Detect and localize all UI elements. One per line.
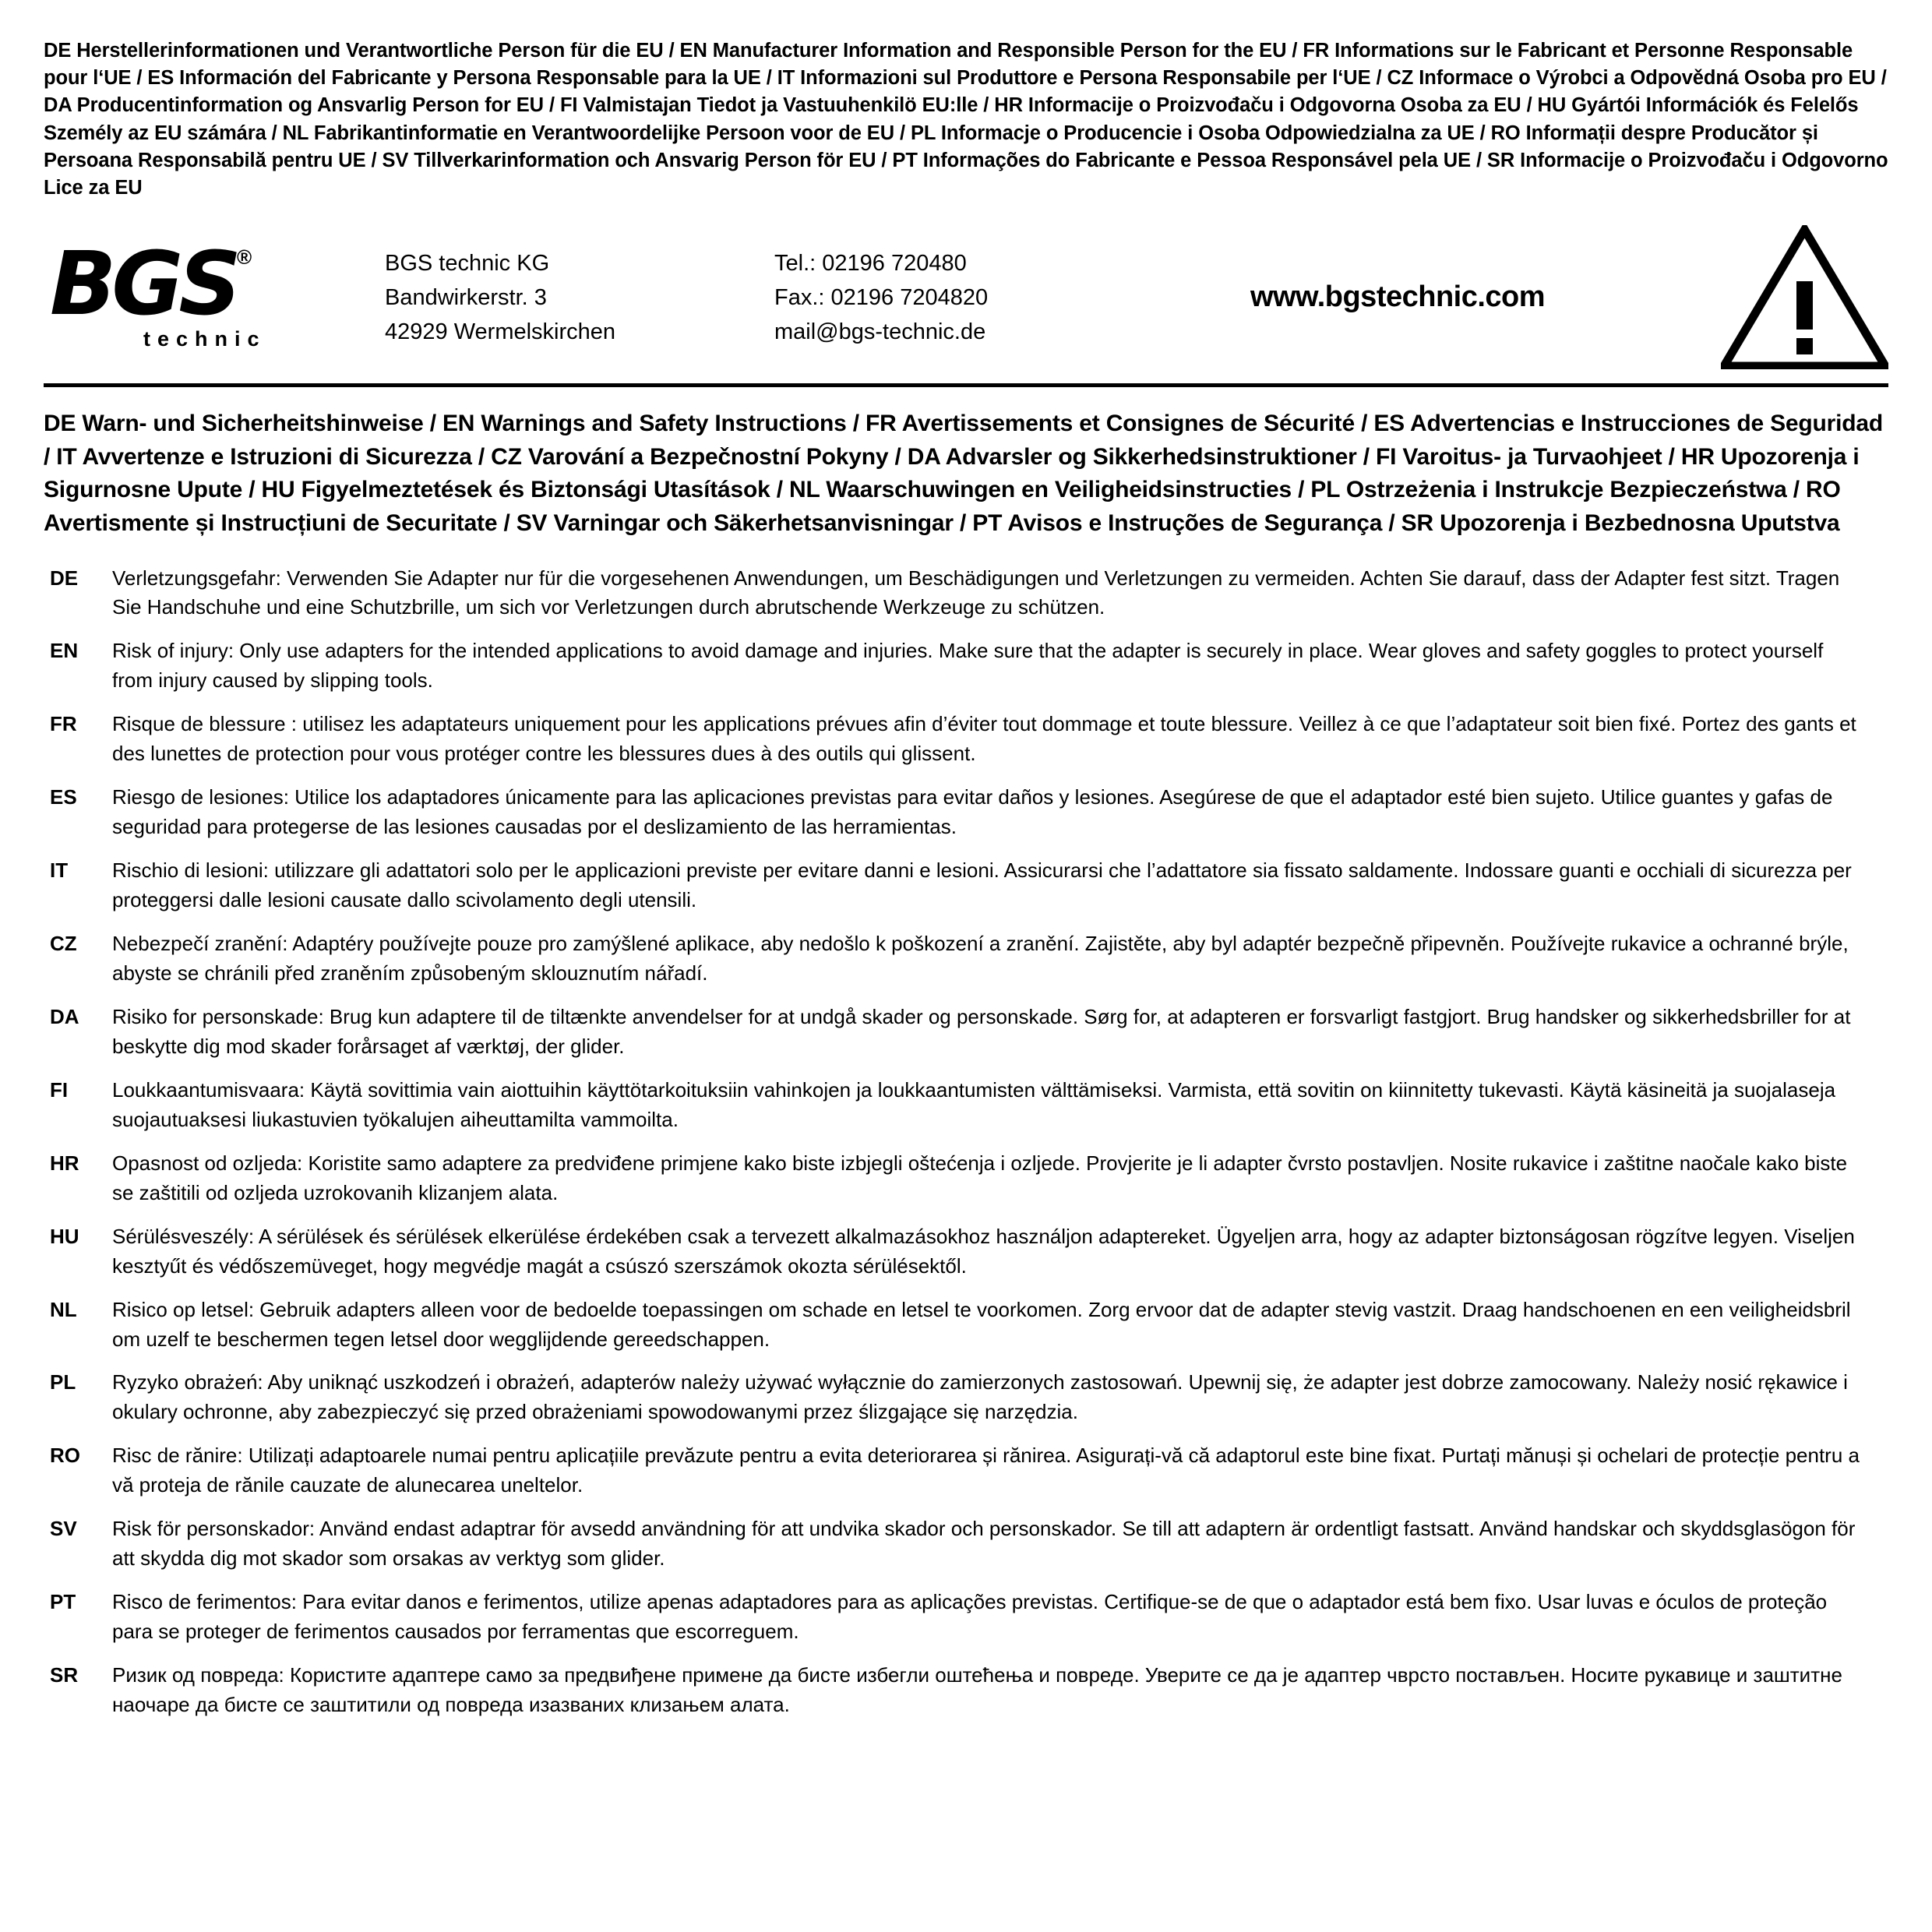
list-item [44,636,1888,696]
company-information-band [44,219,1888,387]
language-code: EN [50,639,79,663]
instruction-text: Risco de ferimentos: Para evitar danos e ferimentos, utilize apenas adaptadores para as aplicações previstas. Certifique-se de que o adaptador está bem fixo. Usar luvas e óculos de proteção para se proteger de ferimentos causados por ferramentas que escorreguem. [112,1590,1828,1644]
instruction-text: Risc de rănire: Utilizați adaptoarele numai pentru aplicațiile prevăzute pentru a evita deteriorarea și rănirea. Asigurați-vă că adaptorul este bine fixat. Purtați mănuși și ochelari de protecție pentru a vă proteja de rănile cauzate de alunecarea uneltelor. [112,1444,1860,1497]
list-item [44,929,1888,989]
language-code: HU [50,1224,79,1248]
list-item [44,856,1888,915]
list-item [44,1222,1888,1282]
list-item [44,783,1888,842]
instruction-text: Risk för personskador: Använd endast adaptrar för avsedd användning för att undvika skador och personskador. Se till att adaptern är ordentligt fastsatt. Använd handskar och skyddsglasögon för att skydda dig mot skador som orsakas av verktyg som glider. [112,1517,1856,1571]
company-contact [774,246,1109,349]
warning-triangle-icon [1721,225,1888,369]
company-city: 42929 Wermelskirchen [385,319,616,344]
language-code: RO [50,1444,80,1468]
list-item [44,1514,1888,1574]
instruction-text: Risk of injury: Only use adapters for the intended applications to avoid damage and injuries. Make sure that the adapter is securely in place. Wear gloves and safety goggles to protect yourself from injury caused by slipping tools. [112,639,1824,693]
instructions-list [44,564,1888,1721]
manufacturer-info-heading: DE Herstellerinformationen und Verantwortliche Person für die EU / EN Manufacturer Information and Responsible Person for the EU / FR Informations sur le Fabricant et Personne Responsable pour l‘UE / ES Información del Fabricante y Persona Responsable para la UE / IT Informazioni sul Produttore e Persona Responsabile per l‘UE / CZ Informace o Výrobci a Odpovědná Osoba pro EU / DA Producentinformation og Ansvarlig Person for EU / FI Valmistajan Tiedot ja Vastuuhenkilö EU:lle / HR Informacije o Proizvođaču i Odgovorna Osoba za EU / HU Gyártói Információk és Felelős Személy az EU számára / NL Fabrikantinformatie en Verantwoordelijke Persoon voor de EU / PL Informacje o Producencie i Osoba Odpowiedzialna za UE / RO Informații despre Producător și Persoana Responsabilă pentru UE / SV Tillverkarinformation och Ansvarig Person för EU / PT Informações do Fabricante e Pessoa Responsável pela UE / SR Informacije o Proizvođaču i Odgovorno Lice za EU [44,40,1888,199]
instruction-text: Riesgo de lesiones: Utilice los adaptadores únicamente para las aplicaciones previstas para evitar daños y lesiones. Asegúrese de que el adaptador esté bien sujeto. Utilice guantes y gafas de seguridad para protegerse de las lesiones causadas por el deslizamiento de las herramientas. [112,785,1833,839]
list-item [44,1441,1888,1500]
list-item [44,1661,1888,1720]
language-code: FR [50,712,77,736]
language-code: CZ [50,932,77,956]
language-code: DA [50,1004,79,1028]
list-item [44,1296,1888,1355]
list-item [44,1076,1888,1135]
language-code: PL [50,1370,76,1394]
instruction-text: Opasnost od ozljeda: Koristite samo adaptere za predviđene primjene kako biste izbjegli oštećenja i ozljede. Provjerite je li adapter čvrsto postavljen. Nosite rukavice i zaštitne naočale kako biste se zaštitili od ozljeda uzrokovanih klizanjem alata. [112,1151,1848,1204]
registered-trademark-icon: ® [236,245,252,269]
instruction-text: Verletzungsgefahr: Verwenden Sie Adapter nur für die vorgesehenen Anwendungen, um Beschädigungen und Verletzungen zu vermeiden. Achten Sie darauf, dass der Adapter fest sitzt. Tragen Sie Handschuhe und eine Schutzbrille, um sich vor Verletzungen durch abrutschende Werkzeuge zu schützen. [112,566,1840,619]
list-item [44,1003,1888,1062]
company-address [385,246,774,349]
instruction-text: Risico op letsel: Gebruik adapters alleen voor de bedoelde toepassingen om schade en letsel te voorkomen. Zorg ervoor dat de adapter stevig vastzit. Draag handschoenen en een veiligheidsbril om uzelf te beschermen tegen letsel door wegglijdende gereedschappen. [112,1297,1851,1351]
bgs-logo-text: BGS [50,233,237,335]
company-street: Bandwirkerstr. 3 [385,284,547,310]
company-telephone: Tel.: 02196 720480 [774,250,967,276]
instruction-text: Risiko for personskade: Brug kun adaptere til de tiltænkte anvendelser for at undgå skader og personskade. Sørg for, at adapteren er forsvarligt fastgjort. Brug handsker og sikkerhedsbriller for at beskytte dig mod skader forårsaget af værktøj, der glider. [112,1004,1851,1058]
instruction-text: Ризик од повреда: Користите адаптере само за предвиђене примене да бисте избегли оштећења и повреде. Уверите се да је адаптер чврсто постављен. Носите рукавице и заштитне наочаре да бисте се заштитили од повреда изазваних клизањем алата. [112,1663,1842,1717]
bgs-logo-subtext: technic [143,327,266,351]
warning-triangle-container [1686,225,1888,369]
instruction-text: Loukkaantumisvaara: Käytä sovittimia vain aiottuihin käyttötarkoituksiin vahinkojen ja loukkaantumisten välttämiseksi. Varmista, että sovitin on kiinnitetty tukevasti. Käytä käsineitä ja suojalaseja suojautuaksesi liukastuvien työkalujen aiheuttamilta vammoilta. [112,1077,1836,1131]
company-fax: Fax.: 02196 7204820 [774,284,989,310]
bgs-logo [44,233,385,351]
language-code: DE [50,566,79,590]
company-email: mail@bgs-technic.de [774,319,986,344]
language-code: NL [50,1297,77,1321]
language-code: IT [50,858,69,883]
company-name: BGS technic KG [385,250,550,276]
warnings-safety-heading: DE Warn- und Sicherheitshinweise / EN Warnings and Safety Instructions / FR Avertissements et Consignes de Sécurité / ES Advertencias e Instrucciones de Seguridad / IT Avvertenze e Istruzioni di Sicurezza / CZ Varování a Bezpečnostní Pokyny / DA Advarsler og Sikkerhedsinstruktioner / FI Varoitus- ja Turvaohjeet / HR Upozorenja i Sigurnosne Upute / HU Figyelmeztetések és Biztonsági Utasítások / NL Waarschuwingen en Veiligheidsinstructies / PL Ostrzeżenia i Instrukcje Bezpieczeństwa / RO Avertismente și Instrucțiuni de Securitate / SV Varningar och Säkerhetsanvisningar / PT Avisos e Instruções de Segurança / SR Upozorenja i Bezbednosna Uputstva [44,411,1883,536]
instruction-text: Sérülésveszély: A sérülések és sérülések elkerülése érdekében csak a tervezett alkalmazásokhoz használjon adaptereket. Ügyeljen arra, hogy az adapter biztonságosan rögzítve legyen. Viseljen kesztyűt és védőszemüveget, hogy megvédje magát a csúszó szerszámok okozta sérülésektől. [112,1224,1855,1278]
list-item [44,1368,1888,1427]
language-code: PT [50,1590,76,1614]
list-item [44,564,1888,623]
list-item [44,1149,1888,1208]
instruction-text: Risque de blessure : utilisez les adaptateurs uniquement pour les applications prévues afin d’éviter tout dommage et toute blessure. Veillez à ce que l’adaptateur soit bien fixé. Portez des gants et des lunettes de protection pour vous protéger contre les blessures dues à des outils qui glissent. [112,712,1856,766]
language-code: HR [50,1151,79,1175]
company-website: www.bgstechnic.com [1250,280,1546,314]
language-code: SR [50,1663,79,1687]
instruction-text: Rischio di lesioni: utilizzare gli adattatori solo per le applicazioni previste per evitare danni e lesioni. Assicurarsi che l’adattatore sia fissato saldamente. Indossare guanti e occhiali di sicurezza per proteggersi dalle lesioni causate dallo scivolamento degli utensili. [112,858,1852,912]
language-code: SV [50,1517,77,1541]
instruction-text: Ryzyko obrażeń: Aby uniknąć uszkodzeń i obrażeń, adapterów należy używać wyłącznie do zamierzonych zastosowań. Upewnij się, że adapter jest dobrze zamocowany. Należy nosić rękawice i okulary ochronne, aby zabezpieczyć się przed obrażeniami spowodowanymi przez ślizgające się narzędzia. [112,1370,1848,1424]
list-item [44,1588,1888,1647]
list-item [44,710,1888,769]
language-code: FI [50,1077,69,1102]
language-code: ES [50,785,77,809]
instruction-text: Nebezpečí zranění: Adaptéry používejte pouze pro zamýšlené aplikace, aby nedošlo k poškození a zranění. Zajistěte, aby byl adaptér bezpečně připevněn. Používejte rukavice a ochranné brýle, abyste se chránili před zraněním způsobeným sklouznutím nářadí. [112,932,1849,985]
bgs-logo-wordmark [50,233,385,335]
